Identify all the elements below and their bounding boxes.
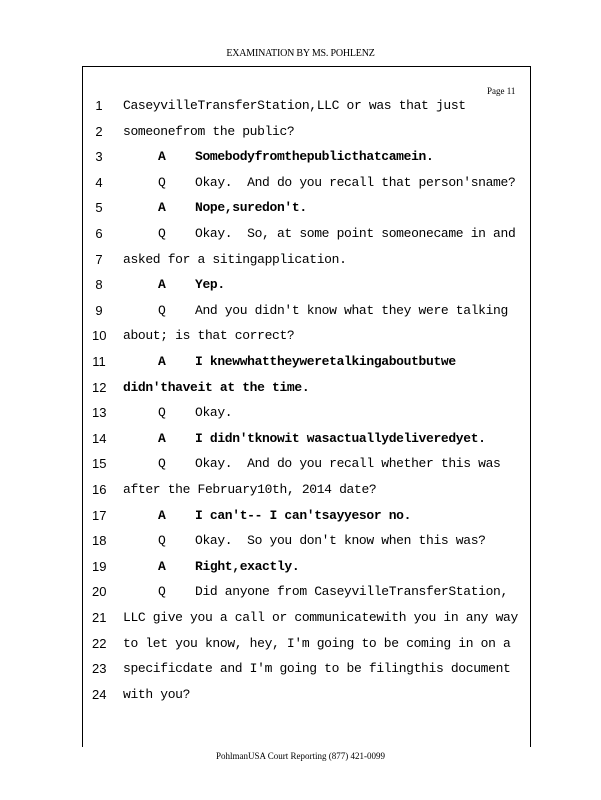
- line-number: 11: [92, 354, 106, 369]
- line-number: 24: [92, 686, 107, 702]
- transcript-line: [0, 632, 601, 658]
- transcript-line: [0, 222, 601, 248]
- line-text: specificdate and I'm going to be filingthis document: [123, 661, 511, 677]
- line-text: CaseyvilleTransferStation,LLC or was that just: [123, 98, 466, 113]
- line-text: asked for a sitingapplication.: [123, 251, 347, 267]
- line-text: I knewwhattheyweretalkingaboutbutwe: [195, 354, 456, 369]
- line-number: 14: [92, 430, 107, 446]
- page-footer: PohlmanUSA Court Reporting (877) 421-0099: [216, 751, 385, 761]
- transcript-line: [0, 580, 601, 606]
- line-text: Okay.: [195, 405, 233, 421]
- line-text: I can't-- I can'tsayyesor no.: [195, 507, 412, 523]
- transcript-line: [0, 376, 601, 402]
- line-number: 22: [92, 635, 107, 651]
- transcript-line: [0, 145, 601, 171]
- line-number: 23: [92, 661, 107, 677]
- transcript-line: [0, 504, 601, 530]
- speaker-label: Q: [158, 533, 166, 549]
- speaker-label: Q: [158, 226, 166, 241]
- line-number: 7: [95, 251, 103, 267]
- line-text: Okay. And do you recall whether this was: [195, 456, 501, 472]
- transcript-line: [0, 427, 601, 453]
- transcript-line: [0, 171, 601, 197]
- speaker-label: A: [158, 277, 166, 293]
- line-text: Okay. So, at some point someonecame in and: [195, 226, 516, 241]
- speaker-label: Q: [158, 405, 166, 421]
- line-text: And you didn't know what they were talking: [195, 302, 508, 318]
- line-text: someonefrom the public?: [123, 123, 295, 139]
- line-text: with you?: [123, 686, 191, 702]
- line-text: LLC give you a call or communicatewith you in any way: [123, 610, 518, 625]
- line-text: Right,exactly.: [195, 558, 300, 574]
- speaker-label: A: [158, 200, 166, 216]
- line-number: 19: [92, 558, 107, 574]
- line-number: 15: [92, 456, 107, 472]
- line-text: Somebodyfromthepublicthatcamein.: [195, 149, 434, 165]
- speaker-label: Q: [158, 302, 166, 318]
- transcript-line: [0, 401, 601, 427]
- speaker-label: A: [158, 149, 166, 165]
- transcript-line: [0, 94, 601, 120]
- speaker-label: A: [158, 558, 166, 574]
- speaker-label: A: [158, 430, 166, 446]
- line-number: 3: [95, 149, 103, 165]
- line-number: 6: [95, 226, 103, 241]
- line-text: Okay. So you don't know when this was?: [195, 533, 486, 549]
- line-number: 13: [92, 405, 107, 421]
- speaker-label: Q: [158, 584, 166, 600]
- line-text: Did anyone from CaseyvilleTransferStation,: [195, 584, 508, 600]
- transcript-line: [0, 299, 601, 325]
- speaker-label: Q: [158, 174, 166, 190]
- line-number: 16: [92, 482, 107, 497]
- transcript-line: [0, 120, 601, 146]
- line-text: Nope,suredon't.: [195, 200, 307, 216]
- transcript-line: [0, 478, 601, 504]
- line-number: 20: [92, 584, 107, 600]
- transcript-line: [0, 657, 601, 683]
- line-number: 4: [95, 174, 103, 190]
- line-number: 18: [92, 533, 107, 549]
- page-number: Page 11: [487, 86, 516, 96]
- line-number: 5: [95, 200, 103, 216]
- line-text: Okay. And do you recall that person'sname?: [195, 174, 516, 190]
- transcript-line: [0, 529, 601, 555]
- transcript-line: [0, 350, 601, 376]
- transcript-line: [0, 452, 601, 478]
- transcript-line: [0, 273, 601, 299]
- transcript-line: [0, 555, 601, 581]
- transcript-line: [0, 606, 601, 632]
- line-text: about; is that correct?: [123, 328, 295, 344]
- line-number: 12: [92, 379, 107, 395]
- line-number: 8: [95, 277, 103, 293]
- line-number: 10: [92, 328, 107, 344]
- line-text: Yep.: [195, 277, 225, 293]
- line-text: to let you know, hey, I'm going to be coming in on a: [123, 635, 511, 651]
- line-text: I didn'tknowit wasactuallydeliveredyet.: [195, 430, 486, 446]
- transcript-line: [0, 683, 601, 709]
- transcript-line: [0, 196, 601, 222]
- speaker-label: Q: [158, 456, 166, 472]
- page-header: EXAMINATION BY MS. POHLENZ: [226, 48, 375, 59]
- line-number: 2: [95, 123, 103, 139]
- line-number: 21: [92, 610, 107, 625]
- line-number: 9: [95, 302, 103, 318]
- speaker-label: A: [158, 507, 166, 523]
- line-text: after the February10th, 2014 date?: [123, 482, 377, 497]
- transcript-line: [0, 324, 601, 350]
- line-number: 17: [92, 507, 107, 523]
- speaker-label: A: [158, 354, 166, 369]
- line-text: didn'thaveit at the time.: [123, 379, 310, 395]
- transcript-line: [0, 248, 601, 274]
- line-number: 1: [95, 98, 103, 113]
